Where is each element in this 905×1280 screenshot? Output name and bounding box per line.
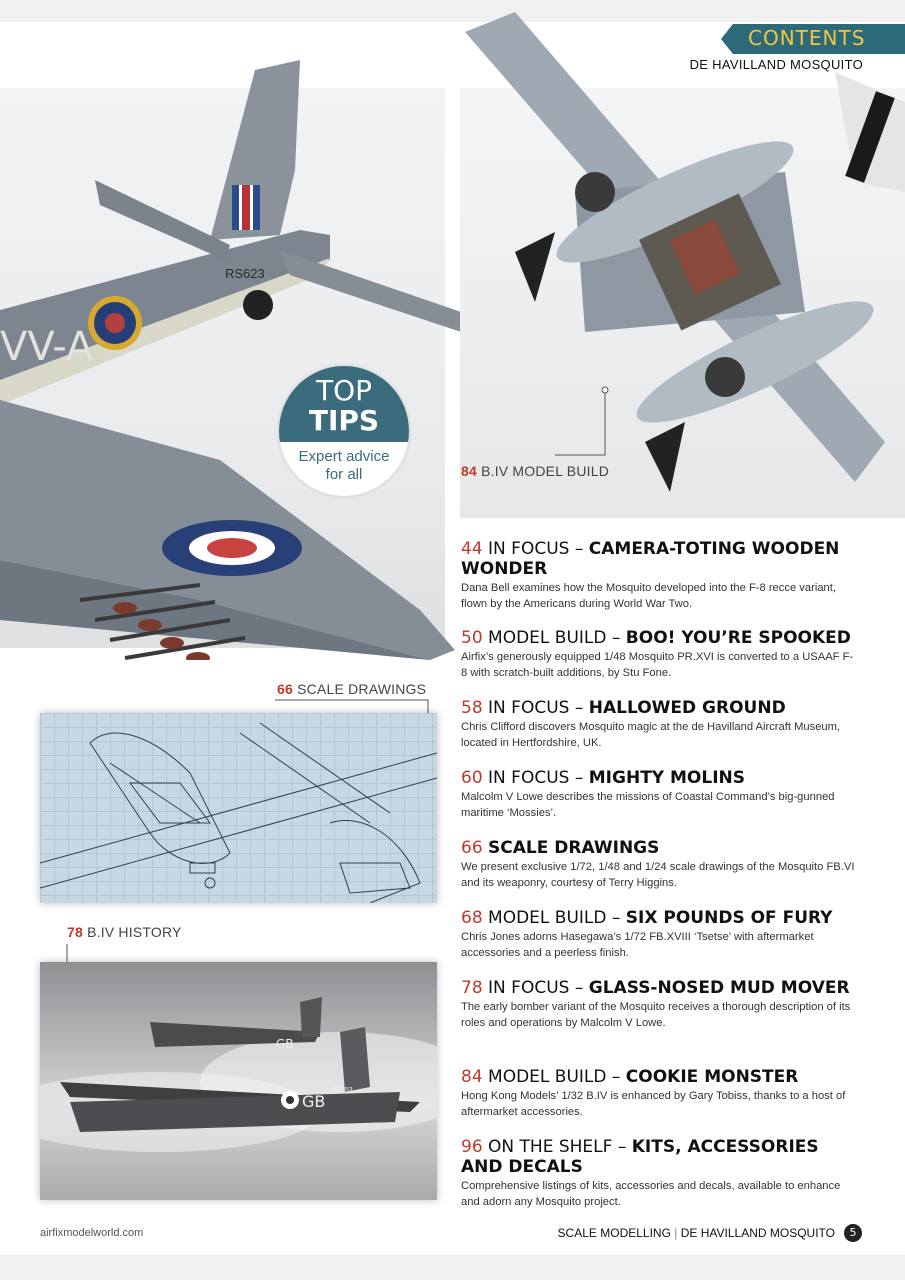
contents-entry[interactable] bbox=[461, 1067, 856, 1120]
entry-page: 44 bbox=[461, 539, 483, 559]
caption-scale-drawings-text: SCALE DRAWINGS bbox=[297, 681, 427, 697]
contents-entry[interactable] bbox=[461, 698, 856, 751]
entry-title: HALLOWED GROUND bbox=[588, 698, 786, 718]
entry-page: 68 bbox=[461, 908, 483, 928]
badge-line2: TIPS bbox=[308, 404, 380, 437]
entry-desc: Chris Clifford discovers Mosquito magic at the de Havilland Aircraft Museum, located in Hertfordshire, UK. bbox=[461, 721, 841, 749]
contents-entry[interactable] bbox=[461, 539, 856, 612]
history-photo bbox=[40, 962, 437, 1200]
entry-page: 84 bbox=[461, 1067, 483, 1087]
history-upper-codes: GB bbox=[276, 1037, 294, 1051]
page-number: 5 bbox=[844, 1224, 862, 1242]
footer-magazine: SCALE MODELLING bbox=[557, 1226, 671, 1240]
footer-issue-title: DE HAVILLAND MOSQUITO bbox=[680, 1226, 835, 1240]
entry-desc: Comprehensive listings of kits, accessories and decals, available to enhance and adorn any Mosquito project. bbox=[461, 1180, 841, 1208]
entry-desc: Malcolm V Lowe describes the missions of Coastal Command’s big-gunned maritime ‘Mossies’. bbox=[461, 791, 835, 819]
entry-page: 60 bbox=[461, 768, 483, 788]
blueprint-lines bbox=[40, 713, 437, 903]
entry-page: 96 bbox=[461, 1137, 483, 1157]
caption-model-build-text: B.IV MODEL BUILD bbox=[481, 463, 610, 479]
entry-category: IN FOCUS – bbox=[488, 768, 584, 788]
history-lower-codes: GB bbox=[302, 1092, 326, 1111]
history-serial: D2353 bbox=[332, 1087, 353, 1094]
entry-page: 58 bbox=[461, 698, 483, 718]
entry-desc: Dana Bell examines how the Mosquito developed into the F-8 recce variant, flown by the Americans during World War Two. bbox=[461, 582, 836, 610]
section-name: DE HAVILLAND MOSQUITO bbox=[689, 57, 863, 72]
caption-scale-drawings-num: 66 bbox=[277, 681, 293, 697]
badge-line1: TOP bbox=[315, 374, 373, 407]
contents-entry[interactable] bbox=[461, 628, 856, 681]
caption-model-build-num: 84 bbox=[461, 463, 477, 479]
entry-desc: We present exclusive 1/72, 1/48 and 1/24 scale drawings of the Mosquito FB.VI and its weaponry, courtesy of Terry Higgins. bbox=[461, 861, 855, 889]
entry-category: IN FOCUS – bbox=[488, 539, 584, 559]
fuselage-serial: RS623 bbox=[225, 266, 265, 281]
entry-title: MIGHTY MOLINS bbox=[588, 768, 746, 788]
entry-desc: Chris Jones adorns Hasegawa’s 1/72 FB.XVIII ‘Tsetse’ with aftermarket accessories and a peerless finish. bbox=[461, 931, 814, 959]
entry-title: KITS, ACCESSORIES AND DECALS bbox=[461, 1137, 819, 1177]
entry-desc: Airfix’s generously equipped 1/48 Mosquito PR.XVI is converted to a USAAF F-8 with scratch-built additions, by Stu Fone. bbox=[461, 651, 854, 679]
history-photo-aircraft bbox=[40, 962, 437, 1200]
badge-sub1: Expert advice bbox=[298, 448, 390, 465]
entry-title: GLASS-NOSED MUD MOVER bbox=[588, 978, 850, 998]
scale-drawing-blueprint bbox=[40, 713, 437, 903]
entry-page: 50 bbox=[461, 628, 483, 648]
caption-history-num: 78 bbox=[67, 924, 83, 940]
caption-history-text: B.IV HISTORY bbox=[87, 924, 182, 940]
entry-category: IN FOCUS – bbox=[488, 698, 584, 718]
fuselage-codes: VV-A bbox=[0, 324, 94, 370]
entry-category: MODEL BUILD – bbox=[488, 908, 621, 928]
contents-entry[interactable] bbox=[461, 908, 856, 961]
footer-title bbox=[558, 1226, 835, 1240]
entry-desc: Hong Kong Models’ 1/32 B.IV is enhanced by Gary Tobiss, thanks to a host of aftermarket accessories. bbox=[461, 1090, 846, 1118]
entry-title: SIX POUNDS OF FURY bbox=[625, 908, 833, 928]
entry-title: CAMERA-TOTING WOODEN WONDER bbox=[461, 539, 840, 579]
footer-separator: | bbox=[674, 1226, 678, 1240]
entry-title: BOO! YOU’RE SPOOKED bbox=[625, 628, 851, 648]
entry-title: SCALE DRAWINGS bbox=[488, 838, 660, 858]
entry-category: MODEL BUILD – bbox=[488, 1067, 621, 1087]
entry-page: 66 bbox=[461, 838, 483, 858]
contents-entry[interactable] bbox=[461, 1137, 856, 1210]
entry-category: ON THE SHELF – bbox=[488, 1137, 627, 1157]
caption-history bbox=[67, 924, 182, 940]
entry-desc: The early bomber variant of the Mosquito receives a thorough description of its roles and operations by Malcolm V Lowe. bbox=[461, 1001, 851, 1029]
contents-entry[interactable] bbox=[461, 838, 856, 891]
footer-website[interactable]: airfixmodelworld.com bbox=[40, 1227, 144, 1239]
caption-model-build bbox=[461, 463, 609, 479]
caption-scale-drawings bbox=[277, 681, 426, 697]
contents-entry[interactable] bbox=[461, 978, 856, 1031]
entry-title: COOKIE MONSTER bbox=[625, 1067, 799, 1087]
entry-category: IN FOCUS – bbox=[488, 978, 584, 998]
contents-title: CONTENTS bbox=[748, 26, 866, 50]
contents-entry[interactable] bbox=[461, 768, 856, 821]
entry-page: 78 bbox=[461, 978, 483, 998]
entry-category: MODEL BUILD – bbox=[488, 628, 621, 648]
badge-sub2: for all bbox=[325, 466, 363, 483]
